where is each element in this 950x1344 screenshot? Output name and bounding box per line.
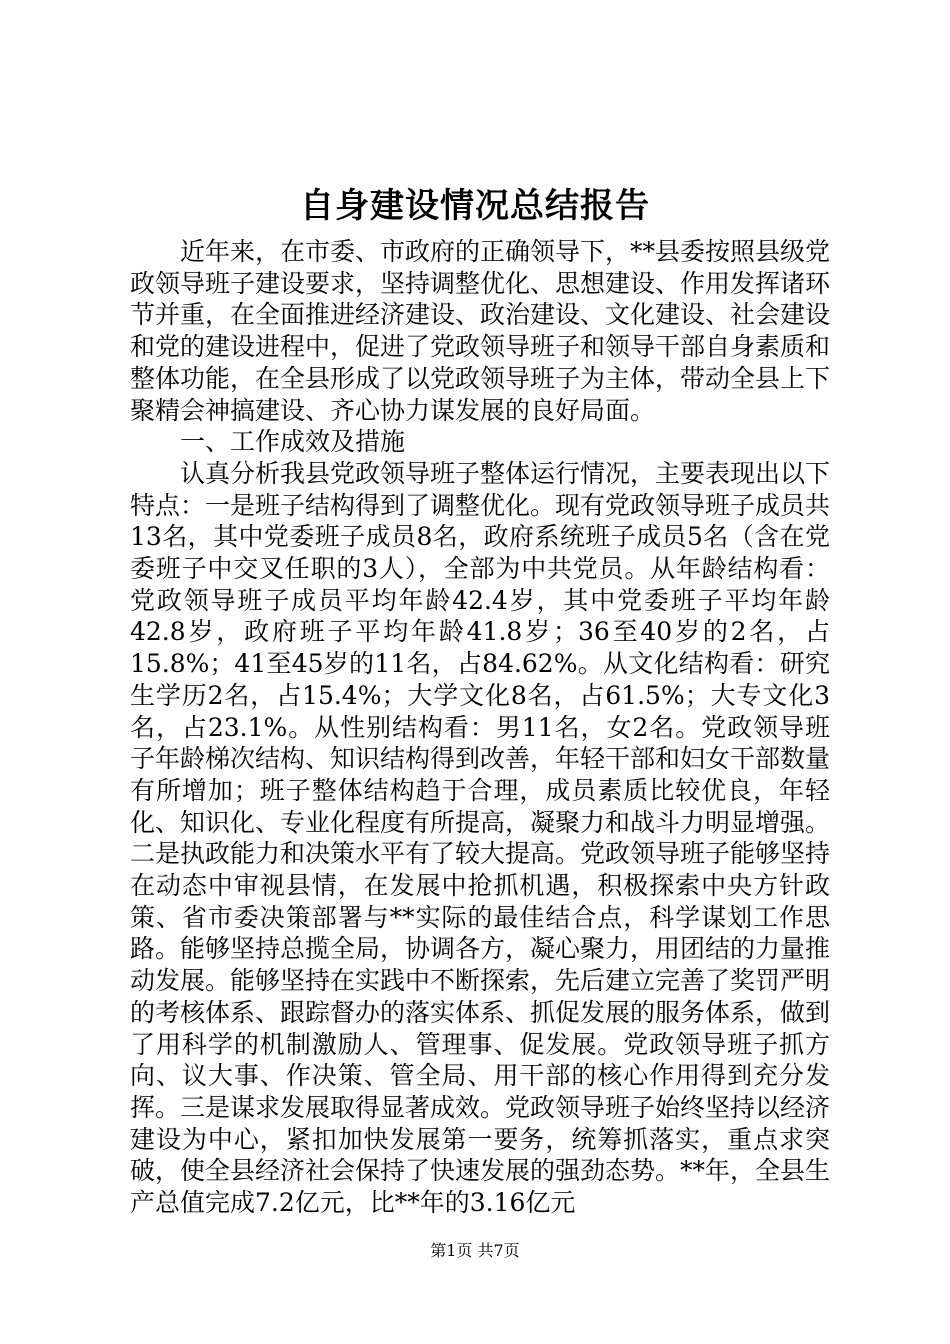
paragraph-intro: 近年来，在市委、市政府的正确领导下，**县委按照县级党政领导班子建设要求，坚持调整优化、思想建设、作用发挥诸环节并重，在全面推进经济建设、政治建设、文化建设、社会建设和党的建设进程中，促进了党政领导班子和领导干部自身素质和整体功能，在全县形成了以党政领导班子为主体，带动全县上下聚精会神搞建设、齐心协力谋发展的良好局面。 bbox=[130, 237, 831, 425]
document-body bbox=[130, 236, 830, 1219]
section-heading: 一、工作成效及措施 bbox=[180, 427, 406, 457]
paragraph-analysis: 认真分析我县党政领导班子整体运行情况，主要表现出以下特点：一是班子结构得到了调整优化。现有党政领导班子成员共13名，其中党委班子成员8名，政府系统班子成员5名（含在党委班子中交叉任职的3人），全部为中共党员。从年龄结构看：党政领导班子成员平均年龄42.4岁，其中党委班子平均年龄42.8岁，政府班子平均年龄41.8岁；36至40岁的2名，占15.8%；41至45岁的11名，占84.62%。从文化结构看：研究生学历2名，占15.4%；大学文化8名，占61.5%；大专文化3名，占23.1%。从性别结构看：男11名，女2名。党政领导班子年龄梯次结构、知识结构得到改善，年轻干部和妇女干部数量有所增加；班子整体结构趋于合理，成员素质比较优良，年轻化、知识化、专业化程度有所提高，凝聚力和战斗力明显增强。二是执政能力和决策水平有了较大提高。党政领导班子能够坚持在动态中审视县情，在发展中抢抓机遇，积极探索中央方针政策、省市委决策部署与**实际的最佳结合点，科学谋划工作思路。能够坚持总揽全局，协调各方，凝心聚力，用团结的力量推动发展。能够坚持在实践中不断探索，先后建立完善了奖罚严明的考核体系、跟踪督办的落实体系、抓促发展的服务体系，做到了用科学的机制激励人、管理事、促发展。党政领导班子抓方向、议大事、作决策、管全局、用干部的核心作用得到充分发挥。三是谋求发展取得显著成效。党政领导班子始终坚持以经济建设为中心，紧扣加快发展第一要务，统筹抓落实，重点求突破，使全县经济社会保持了快速发展的强劲态势。**年，全县生产总值完成7.2亿元，比**年的3.16亿元 bbox=[130, 458, 831, 1218]
document-title: 自身建设情况总结报告 bbox=[300, 186, 650, 226]
page-number-footer: 第1页 共7页 bbox=[430, 1241, 520, 1260]
